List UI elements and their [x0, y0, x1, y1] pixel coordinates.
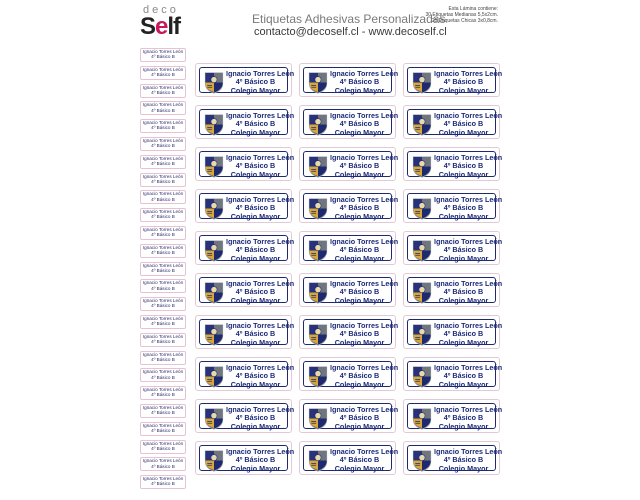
label-text: [434, 111, 503, 137]
medium-label: [195, 315, 295, 349]
small-label-grade: 4º Básico B: [151, 72, 175, 77]
label-frame: [407, 319, 503, 347]
medium-label: [195, 105, 295, 139]
small-label: [140, 333, 186, 347]
student-grade: 4º Básico B: [443, 161, 484, 171]
medium-label: [403, 105, 503, 139]
student-name: Ignacio Torres León: [330, 321, 399, 330]
small-label-name: Ignacio Torres León: [142, 155, 184, 161]
school-name: Colegio Mayor: [334, 421, 385, 431]
small-label-name: Ignacio Torres León: [142, 404, 184, 410]
student-grade: 4º Básico B: [443, 329, 484, 339]
medium-label: [195, 273, 295, 307]
label-frame: [199, 109, 295, 137]
label-text: [434, 237, 503, 263]
label-text: [434, 279, 503, 305]
label-text: [434, 69, 503, 95]
school-name: Colegio Mayor: [438, 127, 489, 137]
small-label-name: Ignacio Torres León: [142, 137, 184, 143]
medium-label: [299, 441, 399, 475]
small-label: [140, 315, 186, 329]
student-grade: 4º Básico B: [339, 329, 380, 339]
small-label: [140, 422, 186, 436]
small-label-name: Ignacio Torres León: [142, 102, 184, 108]
medium-label: [299, 315, 399, 349]
small-label-grade: 4º Básico B: [151, 356, 175, 362]
label-frame: [303, 151, 399, 179]
school-crest-icon: [308, 197, 328, 220]
sheet-contents-info: [425, 6, 498, 24]
school-name: Colegio Mayor: [230, 127, 281, 137]
school-name: Colegio Mayor: [438, 463, 489, 473]
label-frame: [199, 403, 295, 431]
medium-label: [403, 189, 503, 223]
small-label: [140, 351, 186, 365]
student-name: Ignacio Torres León: [226, 405, 295, 414]
student-name: Ignacio Torres León: [434, 69, 503, 78]
student-grade: 4º Básico B: [443, 287, 484, 297]
school-name: Colegio Mayor: [334, 379, 385, 389]
decoself-logo: [140, 4, 190, 44]
label-text: [434, 447, 503, 473]
label-frame: [303, 67, 399, 95]
label-text: [330, 321, 399, 347]
label-text: [226, 153, 295, 179]
small-label-name: Ignacio Torres León: [142, 209, 184, 215]
small-label-grade: 4º Básico B: [151, 143, 175, 149]
student-name: Ignacio Torres León: [226, 321, 295, 330]
small-label-grade: 4º Básico B: [151, 303, 175, 309]
label-text: [330, 279, 399, 305]
medium-label: [195, 189, 295, 223]
school-crest-icon: [308, 71, 328, 94]
label-frame: [407, 193, 503, 221]
student-name: Ignacio Torres León: [226, 447, 295, 456]
small-label: [140, 173, 186, 187]
student-name: Ignacio Torres León: [434, 153, 503, 162]
school-crest-icon: [204, 365, 224, 388]
student-name: Ignacio Torres León: [434, 111, 503, 120]
small-labels-column: [140, 48, 188, 493]
label-frame: [199, 319, 295, 347]
student-grade: 4º Básico B: [339, 77, 380, 87]
school-crest-icon: [412, 113, 432, 136]
student-grade: 4º Básico B: [235, 413, 276, 423]
label-frame: [303, 403, 399, 431]
student-grade: 4º Básico B: [339, 203, 380, 213]
page-title: Etiquetas Adhesivas Personalizadas: [252, 12, 446, 26]
student-name: Ignacio Torres León: [434, 405, 503, 414]
small-label-grade: 4º Básico B: [151, 249, 175, 255]
label-frame: [303, 235, 399, 263]
student-grade: 4º Básico B: [443, 245, 484, 255]
info-line: Esta Lámina contiene:: [448, 6, 498, 12]
student-grade: 4º Básico B: [235, 455, 276, 465]
label-text: [330, 237, 399, 263]
label-frame: [199, 235, 295, 263]
medium-label: [403, 441, 503, 475]
label-frame: [199, 445, 295, 473]
label-frame: [303, 361, 399, 389]
label-text: [434, 321, 503, 347]
label-text: [226, 363, 295, 389]
medium-label: [403, 399, 503, 433]
student-grade: 4º Básico B: [443, 203, 484, 213]
small-label-name: Ignacio Torres León: [142, 173, 184, 179]
label-frame: [303, 193, 399, 221]
label-text: [226, 237, 295, 263]
small-label-name: Ignacio Torres León: [142, 280, 184, 286]
school-name: Colegio Mayor: [334, 211, 385, 221]
school-crest-icon: [412, 323, 432, 346]
small-label-grade: 4º Básico B: [151, 410, 175, 416]
label-text: [330, 153, 399, 179]
student-grade: 4º Básico B: [235, 161, 276, 171]
school-crest-icon: [204, 239, 224, 262]
small-label-name: Ignacio Torres León: [142, 49, 184, 54]
school-crest-icon: [412, 71, 432, 94]
label-frame: [303, 445, 399, 473]
small-label: [140, 226, 186, 240]
school-name: Colegio Mayor: [334, 253, 385, 263]
small-label: [140, 119, 186, 133]
small-label-name: Ignacio Torres León: [142, 333, 184, 339]
label-text: [434, 153, 503, 179]
student-grade: 4º Básico B: [235, 287, 276, 297]
student-name: Ignacio Torres León: [226, 195, 295, 204]
medium-label: [195, 63, 295, 97]
small-label-grade: 4º Básico B: [151, 214, 175, 220]
small-label-grade: 4º Básico B: [151, 125, 175, 131]
small-label-grade: 4º Básico B: [151, 285, 175, 291]
student-name: Ignacio Torres León: [330, 363, 399, 372]
label-text: [330, 69, 399, 95]
small-label-name: Ignacio Torres León: [142, 458, 184, 464]
student-grade: 4º Básico B: [339, 455, 380, 465]
small-label-grade: 4º Básico B: [151, 321, 175, 327]
small-label: [140, 440, 186, 454]
small-label: [140, 101, 186, 115]
small-label-grade: 4º Básico B: [151, 196, 175, 202]
student-grade: 4º Básico B: [443, 119, 484, 129]
student-name: Ignacio Torres León: [226, 111, 295, 120]
small-label-grade: 4º Básico B: [151, 178, 175, 184]
label-text: [330, 111, 399, 137]
school-crest-icon: [308, 407, 328, 430]
small-label: [140, 368, 186, 382]
student-name: Ignacio Torres León: [330, 153, 399, 162]
small-label-grade: 4º Básico B: [151, 338, 175, 344]
student-grade: 4º Básico B: [443, 455, 484, 465]
medium-label: [299, 105, 399, 139]
small-label: [140, 84, 186, 98]
medium-label: [299, 63, 399, 97]
student-grade: 4º Básico B: [443, 413, 484, 423]
medium-label: [299, 357, 399, 391]
student-name: Ignacio Torres León: [330, 69, 399, 78]
school-name: Colegio Mayor: [334, 295, 385, 305]
small-label-grade: 4º Básico B: [151, 160, 175, 166]
label-frame: [407, 403, 503, 431]
label-text: [226, 195, 295, 221]
medium-label: [195, 357, 295, 391]
medium-label: [299, 147, 399, 181]
small-label-grade: 4º Básico B: [151, 107, 175, 113]
school-crest-icon: [412, 239, 432, 262]
label-text: [226, 321, 295, 347]
school-crest-icon: [412, 365, 432, 388]
small-label: [140, 279, 186, 293]
school-crest-icon: [204, 281, 224, 304]
school-crest-icon: [204, 407, 224, 430]
small-label: [140, 155, 186, 169]
label-frame: [407, 67, 503, 95]
medium-label: [403, 273, 503, 307]
medium-label: [299, 273, 399, 307]
school-name: Colegio Mayor: [230, 169, 281, 179]
student-name: Ignacio Torres León: [330, 447, 399, 456]
school-crest-icon: [204, 197, 224, 220]
label-frame: [199, 67, 295, 95]
school-name: Colegio Mayor: [230, 211, 281, 221]
student-grade: 4º Básico B: [339, 371, 380, 381]
label-frame: [199, 277, 295, 305]
label-frame: [407, 151, 503, 179]
small-label: [140, 208, 186, 222]
label-frame: [407, 361, 503, 389]
student-name: Ignacio Torres León: [226, 237, 295, 246]
small-label-name: Ignacio Torres León: [142, 476, 184, 482]
school-name: Colegio Mayor: [438, 295, 489, 305]
small-label-name: Ignacio Torres León: [142, 387, 184, 393]
label-frame: [303, 109, 399, 137]
medium-label: [403, 315, 503, 349]
label-text: [226, 69, 295, 95]
small-label-name: Ignacio Torres León: [142, 440, 184, 446]
small-label: [140, 262, 186, 276]
student-grade: 4º Básico B: [235, 119, 276, 129]
medium-label: [195, 231, 295, 265]
small-label-name: Ignacio Torres León: [142, 66, 184, 72]
school-crest-icon: [308, 155, 328, 178]
school-name: Colegio Mayor: [230, 85, 281, 95]
student-grade: 4º Básico B: [339, 161, 380, 171]
medium-label: [299, 231, 399, 265]
student-name: Ignacio Torres León: [226, 153, 295, 162]
small-label-name: Ignacio Torres León: [142, 120, 184, 126]
student-name: Ignacio Torres León: [226, 363, 295, 372]
small-label: [140, 190, 186, 204]
label-frame: [303, 319, 399, 347]
small-label: [140, 66, 186, 80]
school-crest-icon: [308, 239, 328, 262]
school-crest-icon: [308, 365, 328, 388]
school-name: Colegio Mayor: [438, 253, 489, 263]
school-crest-icon: [412, 281, 432, 304]
school-crest-icon: [308, 323, 328, 346]
student-name: Ignacio Torres León: [434, 237, 503, 246]
medium-label: [299, 189, 399, 223]
label-frame: [199, 193, 295, 221]
small-label: [140, 244, 186, 258]
school-name: Colegio Mayor: [230, 463, 281, 473]
label-text: [226, 405, 295, 431]
student-name: Ignacio Torres León: [434, 279, 503, 288]
small-label-grade: 4º Básico B: [151, 463, 175, 469]
small-label-name: Ignacio Torres León: [142, 191, 184, 197]
student-grade: 4º Básico B: [235, 77, 276, 87]
small-label-name: Ignacio Torres León: [142, 369, 184, 375]
small-label-grade: 4º Básico B: [151, 232, 175, 238]
school-name: Colegio Mayor: [334, 337, 385, 347]
school-crest-icon: [204, 71, 224, 94]
small-label-grade: 4º Básico B: [151, 445, 175, 451]
small-label-grade: 4º Básico B: [151, 54, 175, 60]
contact-line: contacto@decoself.cl - www.decoself.cl: [254, 26, 447, 38]
school-crest-icon: [204, 449, 224, 472]
student-name: Ignacio Torres León: [434, 447, 503, 456]
school-name: Colegio Mayor: [230, 295, 281, 305]
school-crest-icon: [308, 281, 328, 304]
medium-label: [403, 357, 503, 391]
school-crest-icon: [308, 113, 328, 136]
label-frame: [407, 445, 503, 473]
label-text: [330, 405, 399, 431]
medium-label: [195, 399, 295, 433]
student-grade: 4º Básico B: [339, 413, 380, 423]
student-name: Ignacio Torres León: [330, 195, 399, 204]
small-label-name: Ignacio Torres León: [142, 315, 184, 321]
small-label-grade: 4º Básico B: [151, 427, 175, 433]
school-crest-icon: [412, 449, 432, 472]
info-line: 30 Etiquetas Medianas 5,5x2cm.: [425, 12, 498, 18]
info-line: 25 Etiquetas Chicas 3x0,8cm.: [431, 18, 498, 24]
medium-label: [195, 147, 295, 181]
small-label-grade: 4º Básico B: [151, 374, 175, 380]
small-label: [140, 386, 186, 400]
school-name: Colegio Mayor: [334, 169, 385, 179]
label-text: [330, 195, 399, 221]
label-frame: [407, 277, 503, 305]
small-label-name: Ignacio Torres León: [142, 351, 184, 357]
small-label: [140, 48, 186, 62]
student-name: Ignacio Torres León: [330, 237, 399, 246]
small-label: [140, 475, 186, 489]
label-text: [434, 363, 503, 389]
student-grade: 4º Básico B: [235, 245, 276, 255]
label-frame: [407, 235, 503, 263]
school-name: Colegio Mayor: [334, 463, 385, 473]
school-crest-icon: [412, 155, 432, 178]
logo-deco-text: deco: [143, 4, 179, 16]
school-name: Colegio Mayor: [230, 253, 281, 263]
label-text: [226, 279, 295, 305]
small-label-grade: 4º Básico B: [151, 267, 175, 273]
label-frame: [303, 277, 399, 305]
school-crest-icon: [412, 197, 432, 220]
small-label-name: Ignacio Torres León: [142, 422, 184, 428]
school-name: Colegio Mayor: [438, 379, 489, 389]
student-grade: 4º Básico B: [339, 245, 380, 255]
medium-labels-grid: [195, 63, 503, 475]
label-text: [226, 111, 295, 137]
student-grade: 4º Básico B: [443, 77, 484, 87]
small-label: [140, 457, 186, 471]
label-text: [330, 363, 399, 389]
student-name: Ignacio Torres León: [434, 321, 503, 330]
label-text: [330, 447, 399, 473]
small-label-name: Ignacio Torres León: [142, 226, 184, 232]
student-name: Ignacio Torres León: [434, 363, 503, 372]
student-grade: 4º Básico B: [235, 371, 276, 381]
school-crest-icon: [204, 323, 224, 346]
school-name: Colegio Mayor: [438, 85, 489, 95]
student-name: Ignacio Torres León: [330, 279, 399, 288]
school-name: Colegio Mayor: [438, 169, 489, 179]
student-name: Ignacio Torres León: [330, 111, 399, 120]
small-label-name: Ignacio Torres León: [142, 298, 184, 304]
student-grade: 4º Básico B: [339, 119, 380, 129]
medium-label: [403, 231, 503, 265]
small-label-name: Ignacio Torres León: [142, 84, 184, 90]
student-name: Ignacio Torres León: [434, 195, 503, 204]
school-name: Colegio Mayor: [438, 337, 489, 347]
student-grade: 4º Básico B: [443, 371, 484, 381]
small-label-name: Ignacio Torres León: [142, 262, 184, 268]
student-grade: 4º Básico B: [235, 329, 276, 339]
school-name: Colegio Mayor: [438, 421, 489, 431]
school-name: Colegio Mayor: [334, 127, 385, 137]
student-grade: 4º Básico B: [235, 203, 276, 213]
school-name: Colegio Mayor: [230, 379, 281, 389]
student-name: Ignacio Torres León: [226, 69, 295, 78]
school-name: Colegio Mayor: [334, 85, 385, 95]
label-frame: [199, 361, 295, 389]
label-text: [434, 405, 503, 431]
small-label-name: Ignacio Torres León: [142, 244, 184, 250]
student-name: Ignacio Torres León: [330, 405, 399, 414]
label-text: [434, 195, 503, 221]
school-name: Colegio Mayor: [230, 337, 281, 347]
school-crest-icon: [204, 113, 224, 136]
small-label-grade: 4º Básico B: [151, 89, 175, 95]
small-label: [140, 404, 186, 418]
medium-label: [195, 441, 295, 475]
school-crest-icon: [308, 449, 328, 472]
school-name: Colegio Mayor: [230, 421, 281, 431]
school-crest-icon: [204, 155, 224, 178]
label-frame: [199, 151, 295, 179]
logo-self-text: Self: [140, 13, 181, 40]
small-label-grade: 4º Básico B: [151, 481, 175, 487]
medium-label: [403, 147, 503, 181]
student-name: Ignacio Torres León: [226, 279, 295, 288]
label-text: [226, 447, 295, 473]
medium-label: [403, 63, 503, 97]
student-grade: 4º Básico B: [339, 287, 380, 297]
label-frame: [407, 109, 503, 137]
small-label: [140, 137, 186, 151]
medium-label: [299, 399, 399, 433]
small-label-grade: 4º Básico B: [151, 392, 175, 398]
school-crest-icon: [412, 407, 432, 430]
small-label: [140, 297, 186, 311]
school-name: Colegio Mayor: [438, 211, 489, 221]
